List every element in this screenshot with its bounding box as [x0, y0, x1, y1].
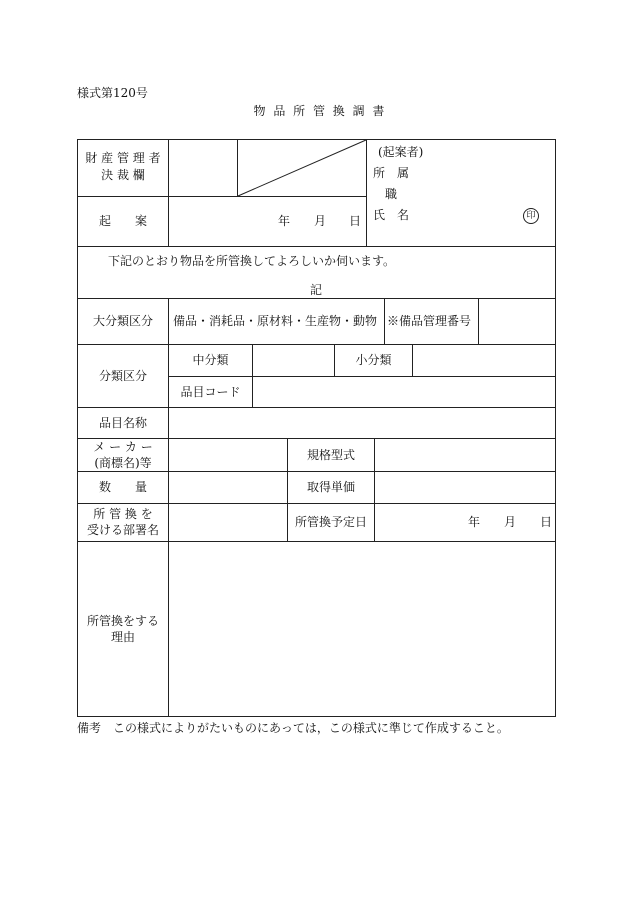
approval-label-line1: 財 産 管 理 者 [85, 151, 161, 165]
draft-label: 起 案 [98, 214, 147, 228]
spec-field[interactable] [375, 439, 555, 471]
middle-class-label: 中分類 [192, 353, 229, 367]
rule [384, 298, 385, 344]
item-code-field[interactable] [253, 377, 555, 407]
receiving-label-line2: 受ける部署名 [86, 523, 159, 537]
maker-field[interactable] [169, 439, 287, 471]
reason-label-line1: 所管換をする [86, 614, 159, 628]
minor-class-label: 小分類 [355, 353, 392, 367]
major-class-label: 大分類区分 [92, 314, 153, 328]
item-name-label: 品目名称 [98, 416, 147, 430]
item-name-field[interactable] [169, 408, 555, 438]
quantity-label: 数 量 [98, 480, 147, 494]
seal-mark: 印 [523, 208, 539, 224]
name-label: 氏 名 [373, 208, 410, 222]
form-number: 様式第120号 [77, 86, 148, 100]
middle-class-field[interactable] [253, 345, 334, 376]
asset-number-field[interactable] [479, 299, 555, 344]
ki-label: 記 [310, 283, 323, 297]
spec-label: 規格型式 [306, 448, 355, 462]
receiving-dept-field[interactable] [169, 504, 287, 541]
approval-label-line2: 決 裁 欄 [101, 168, 145, 182]
unit-price-label: 取得単価 [306, 480, 355, 494]
transfer-year-label: 年 [468, 515, 481, 529]
minor-class-field[interactable] [413, 345, 555, 376]
draft-month-label: 月 [314, 214, 327, 228]
position-label: 職 [385, 187, 398, 201]
reason-label-line2: 理由 [110, 630, 135, 644]
intro-text: 下記のとおり物品を所管換してよろしいか伺います。 [108, 254, 396, 268]
reason-field[interactable] [169, 542, 555, 716]
maker-label-line1: メ ー カ ー [93, 440, 153, 454]
rule [77, 503, 556, 504]
transfer-date-label: 所管換予定日 [294, 515, 367, 529]
quantity-field[interactable] [169, 472, 287, 503]
unit-price-field[interactable] [375, 472, 555, 503]
approval-signature-box[interactable] [169, 140, 236, 196]
diagonal-slash [237, 139, 367, 197]
affiliation-label: 所 属 [373, 166, 410, 180]
maker-label-line2: (商標名)等 [94, 456, 152, 470]
footer-note: 備考 この様式によりがたいものにあっては，この様式に準じて作成すること。 [77, 721, 509, 735]
transfer-month-label: 月 [504, 515, 517, 529]
class-section-label: 分類区分 [98, 369, 147, 383]
drafter-heading: (起案者) [378, 145, 424, 159]
item-code-label: 品目コード [180, 385, 241, 399]
draft-year-label: 年 [278, 214, 291, 228]
receiving-label-line1: 所 管 換 を [93, 507, 153, 521]
page-title: 物 品 所 管 換 調 書 [253, 104, 387, 118]
transfer-day-label: 日 [540, 515, 553, 529]
major-class-options[interactable]: 備品・消耗品・原材料・生産物・動物 [173, 314, 378, 328]
asset-number-label: ※備品管理番号 [387, 314, 472, 328]
rule [77, 246, 556, 247]
draft-day-label: 日 [349, 214, 362, 228]
drafter-input-area[interactable] [420, 160, 520, 230]
